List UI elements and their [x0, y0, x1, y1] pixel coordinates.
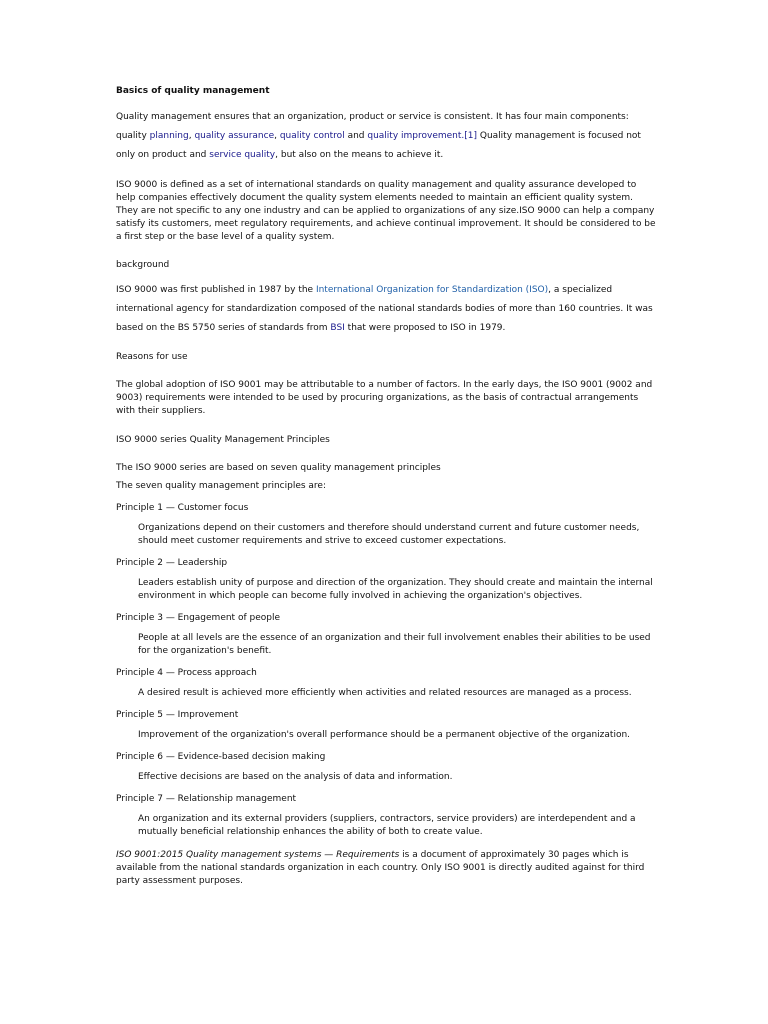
principle-title: Principle 5 — Improvement — [116, 710, 239, 720]
quality-assurance-link[interactable]: quality assurance — [194, 131, 275, 141]
principle-title: Principle 7 — Relationship management — [116, 794, 297, 804]
document-page — [116, 86, 656, 888]
principle-title: Principle 1 — Customer focus — [116, 503, 249, 513]
principle-text: Effective decisions are based on the analysis of data and information. — [138, 772, 453, 782]
intro-quality-text: quality — [116, 131, 150, 141]
background-mid: , a specialized international agency for standardization composed of the national standards bodies of more than 160 countries. It was based on the BS 5750 series of standards from — [116, 285, 653, 333]
background-heading: background — [116, 260, 170, 270]
service-quality-link[interactable]: service quality — [209, 150, 276, 160]
principles-intro-2: The seven quality management principles are: — [116, 481, 327, 491]
intro-line-1: Quality management ensures that an organization, product or service is consistent. It has four main components: — [116, 112, 629, 122]
intro-sep-1: , — [188, 131, 195, 141]
reasons-heading: Reasons for use — [116, 352, 188, 362]
principles-heading: ISO 9000 series Quality Management Principles — [116, 435, 330, 445]
principle-title: Principle 2 — Leadership — [116, 558, 228, 568]
intro-after-cite: Quality management is focused not only on product and — [116, 131, 641, 160]
intro-line-2 — [116, 127, 656, 165]
background-paragraph — [116, 281, 656, 338]
intro-sep-2: , — [274, 131, 280, 141]
principle-item — [116, 503, 656, 548]
intro-tail: , but also on the means to achieve it. — [275, 150, 444, 160]
quality-improvement-link[interactable]: quality improvement — [367, 131, 462, 141]
principles-list — [116, 503, 656, 839]
standard-title: ISO 9001:2015 Quality management systems — Requirements — [116, 850, 400, 860]
intro-section — [116, 108, 656, 165]
principle-item — [116, 710, 656, 742]
closing-text: is a document of approximately 30 pages which is available from the national standards organization in each country. Only ISO 9001 is directly audited against for third party assessment purposes. — [116, 850, 645, 886]
principle-title: Principle 4 — Process approach — [116, 668, 257, 678]
principle-text: People at all levels are the essence of an organization and their full involvement enables their abilities to be used for the organization's benefit. — [138, 633, 651, 656]
iso-definition-paragraph: ISO 9000 is defined as a set of international standards on quality management and quality assurance developed to help companies effectively document the quality system elements needed to maintain an efficient quality system. They are not specific to any one industry and can be applied to organizations of any size.ISO 9000 can help a company satisfy its customers, meet regulatory requirements, and achieve continual improvement. It should be considered to be a first step or the base level of a quality system. — [116, 180, 656, 242]
document-title: Basics of quality management — [116, 86, 270, 96]
principle-text: Leaders establish unity of purpose and direction of the organization. They should create and maintain the internal environment in which people can become fully involved in achieving the organization's objectives. — [138, 578, 653, 601]
principle-item — [116, 558, 656, 603]
principle-title: Principle 6 — Evidence-based decision making — [116, 752, 326, 762]
citation-link[interactable]: .[1] — [461, 131, 478, 141]
principle-text: A desired result is achieved more efficiently when activities and related resources are managed as a process. — [138, 688, 632, 698]
background-post: that were proposed to ISO in 1979. — [344, 323, 506, 333]
iso-organization-link[interactable]: International Organization for Standardization (ISO) — [315, 285, 549, 295]
principle-text: Organizations depend on their customers and therefore should understand current and future customer needs, should meet customer requirements and strive to exceed customer expectations. — [138, 523, 640, 546]
principle-text: Improvement of the organization's overall performance should be a permanent objective of the organization. — [138, 730, 631, 740]
bsi-link[interactable]: BSI — [330, 323, 345, 333]
background-pre: ISO 9000 was first published in 1987 by the — [116, 285, 316, 295]
principle-item — [116, 613, 656, 658]
intro-and-text: and — [344, 131, 368, 141]
principle-title: Principle 3 — Engagement of people — [116, 613, 280, 623]
planning-link[interactable]: planning — [149, 131, 189, 141]
principle-text: An organization and its external providers (suppliers, contractors, service providers) are interdependent and a mutually beneficial relationship enhances the ability of both to create value. — [138, 814, 636, 837]
closing-paragraph — [116, 849, 656, 888]
principle-item — [116, 794, 656, 839]
principles-intro-1: The ISO 9000 series are based on seven quality management principles — [116, 463, 441, 473]
quality-control-link[interactable]: quality control — [279, 131, 345, 141]
principle-item — [116, 752, 656, 784]
principle-item — [116, 668, 656, 700]
reasons-paragraph: The global adoption of ISO 9001 may be attributable to a number of factors. In the early days, the ISO 9001 (9002 and 9003) requirements were intended to be used by procuring organizations, as the basis of contractual arrangements with their suppliers. — [116, 380, 653, 416]
